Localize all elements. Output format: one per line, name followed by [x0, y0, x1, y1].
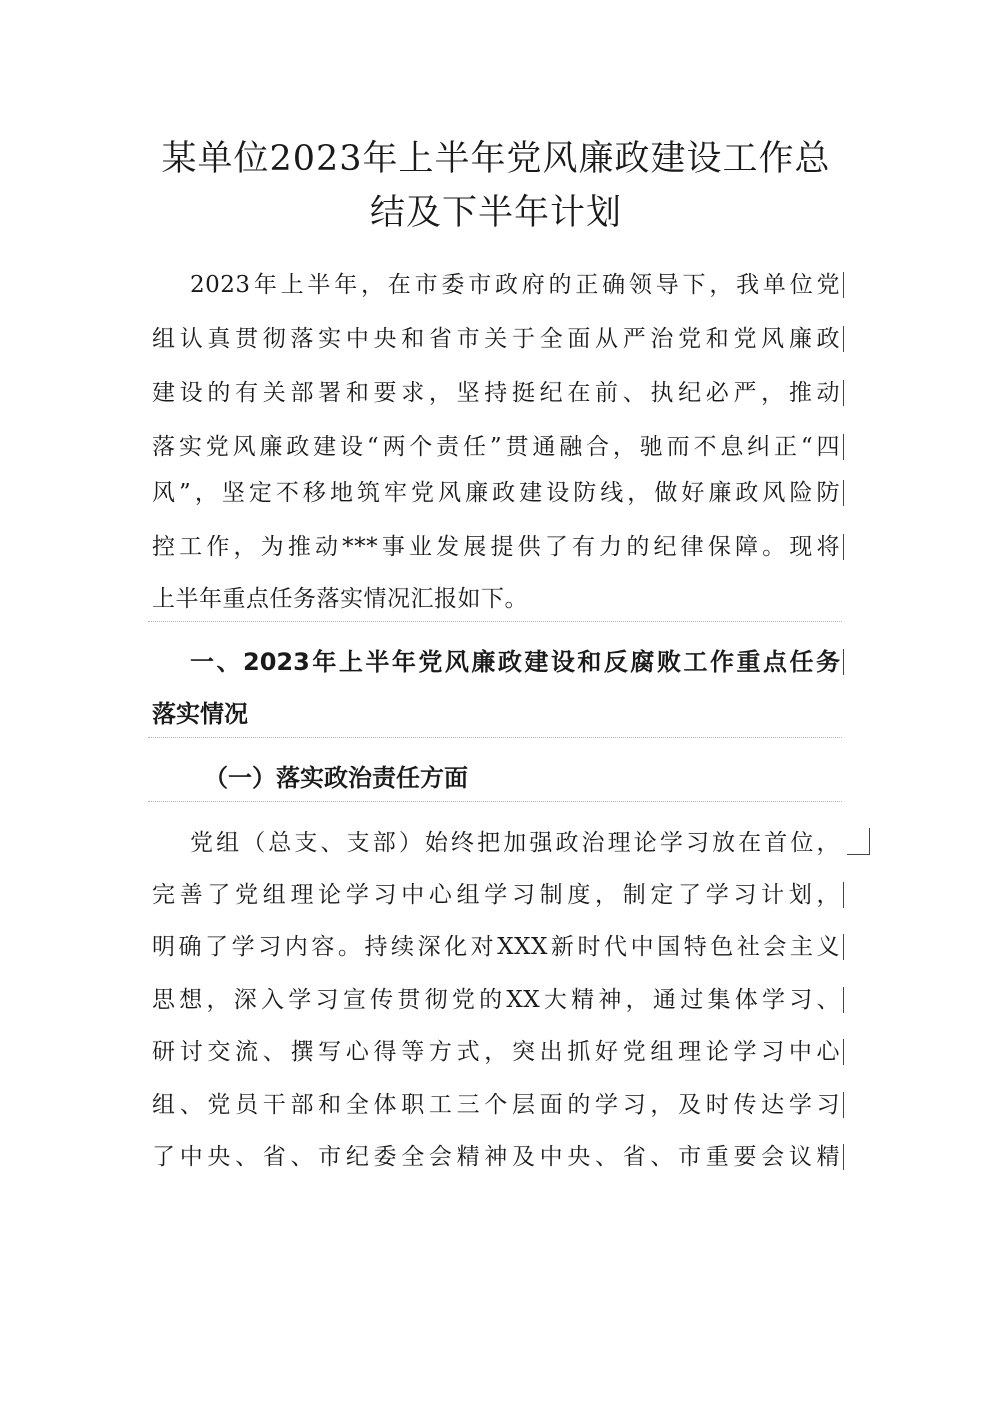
- text-boundary-mark: [843, 1092, 844, 1118]
- paragraph-divider: [148, 801, 842, 802]
- intro-line-5: 风”，坚定不移地筑牢党风廉政建设防线，做好廉政风险防: [152, 480, 840, 506]
- intro-line-4: 落实党风廉政建设“两个责任”贯通融合，驰而不息纠正“四: [152, 434, 840, 460]
- document-title: [120, 132, 872, 240]
- text-boundary-mark: [843, 272, 844, 298]
- text-boundary-mark: [843, 1039, 844, 1065]
- text-boundary-mark: [843, 380, 844, 406]
- subsection-heading: （一）落实政治责任方面: [204, 764, 468, 792]
- text-boundary-mark: [843, 987, 844, 1013]
- text-boundary-mark: [843, 434, 844, 460]
- paragraph-divider: [148, 737, 842, 738]
- title-line-2: 结及下半年计划: [369, 193, 622, 233]
- section-heading-line-2: 落实情况: [152, 700, 248, 728]
- body-line-5: 研讨交流、撰写心得等方式，突出抓好党组理论学习中心: [152, 1039, 840, 1065]
- text-boundary-mark: [843, 326, 844, 352]
- text-boundary-mark: [843, 480, 844, 506]
- text-boundary-corner-mark: [847, 828, 870, 855]
- intro-line-2: 组认真贯彻落实中央和省市关于全面从严治党和党风廉政: [152, 326, 840, 352]
- text-boundary-mark: [843, 649, 844, 675]
- section-heading-line-1: 一、2023年上半年党风廉政建设和反腐败工作重点任务: [190, 648, 840, 676]
- intro-line-7: 上半年重点任务落实情况汇报如下。: [152, 586, 528, 612]
- body-line-6: 组、党员干部和全体职工三个层面的学习，及时传达学习: [152, 1092, 840, 1118]
- paragraph-divider: [148, 621, 842, 622]
- intro-line-3: 建设的有关部署和要求，坚持挺纪在前、执纪必严，推动: [152, 380, 840, 406]
- text-boundary-mark: [843, 882, 844, 908]
- text-boundary-mark: [843, 1144, 844, 1170]
- text-boundary-mark: [843, 934, 844, 960]
- intro-line-1: 2023年上半年，在市委市政府的正确领导下，我单位党: [190, 272, 840, 298]
- body-line-2: 完善了党组理论学习中心组学习制度，制定了学习计划，: [152, 882, 840, 908]
- body-line-1: 党组（总支、支部）始终把加强政治理论学习放在首位，: [190, 830, 840, 856]
- body-line-7: 了中央、省、市纪委全会精神及中央、省、市重要会议精: [152, 1144, 840, 1170]
- body-line-3: 明确了学习内容。持续深化对XXX新时代中国特色社会主义: [152, 934, 840, 960]
- intro-line-6: 控工作，为推动***事业发展提供了有力的纪律保障。现将: [152, 534, 840, 560]
- title-line-1: 某单位2023年上半年党风廉政建设工作总: [161, 139, 831, 179]
- body-line-4: 思想，深入学习宣传贯彻党的XX大精神，通过集体学习、: [152, 987, 840, 1013]
- text-boundary-mark: [843, 534, 844, 560]
